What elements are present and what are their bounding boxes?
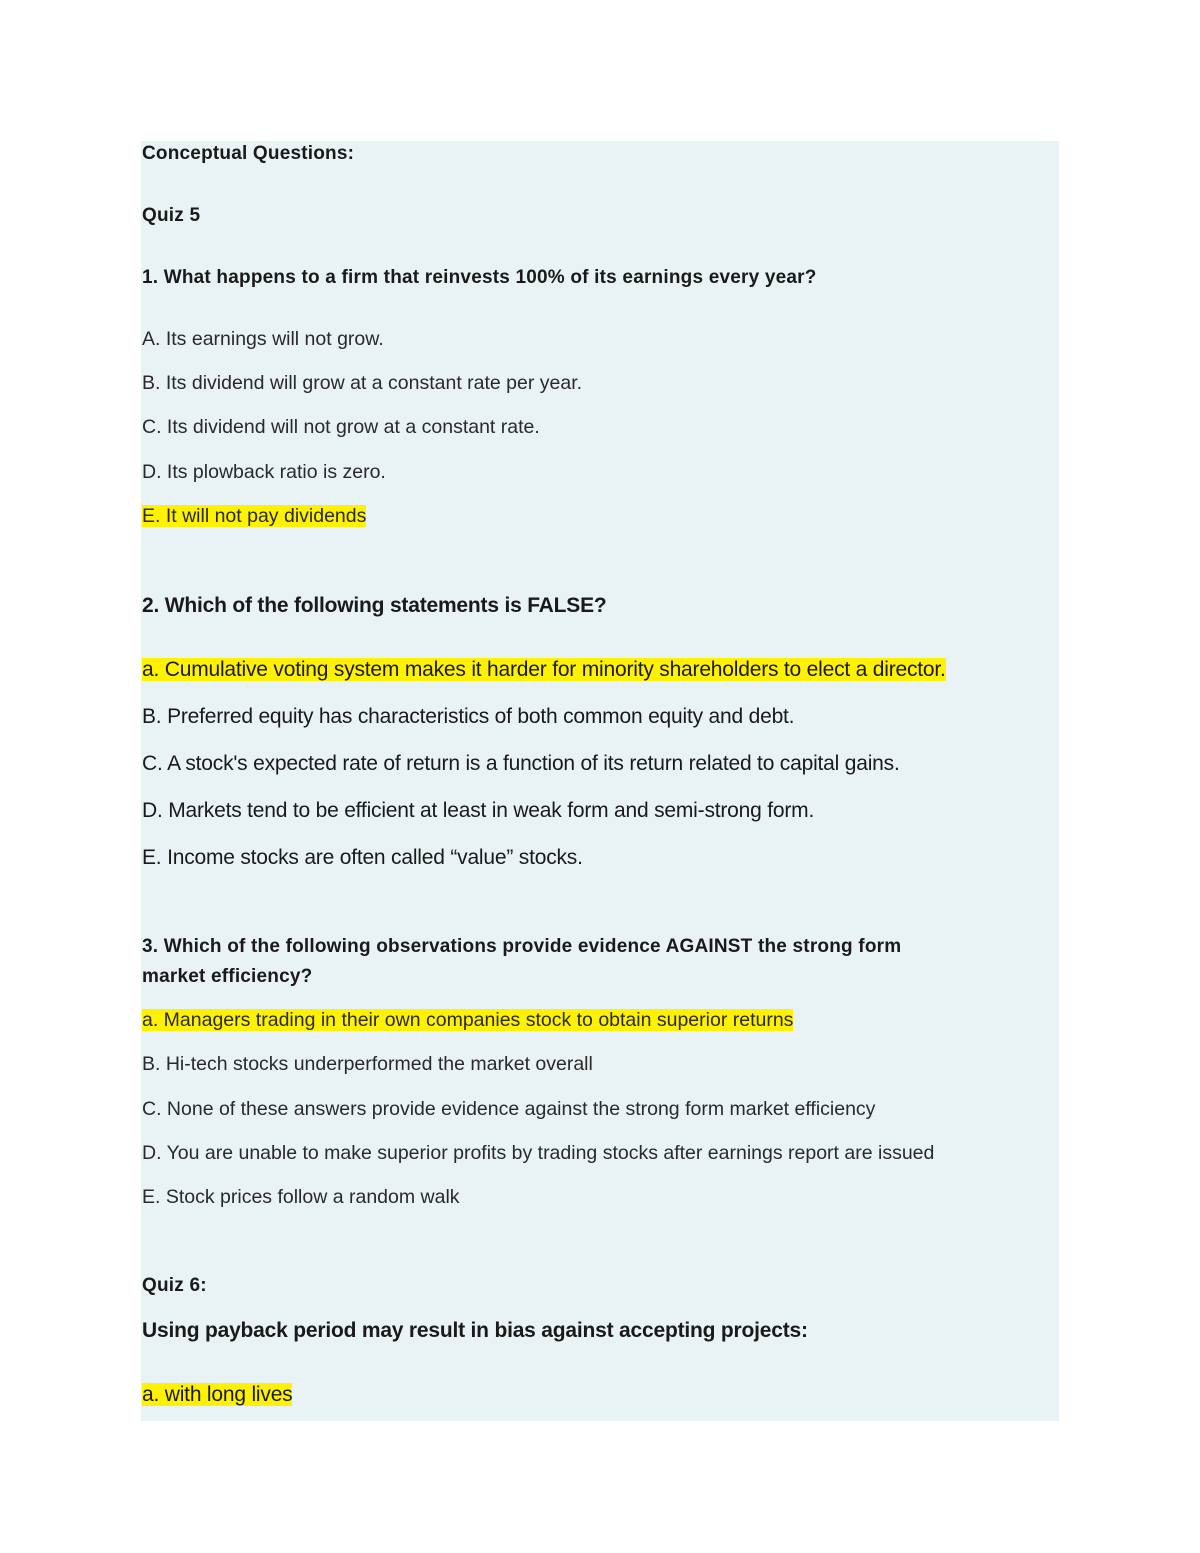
q1-option-a: A. Its earnings will not grow. (142, 328, 384, 350)
q1-option-e-highlighted: E. It will not pay dividends (142, 505, 367, 527)
quiz6-question: Using payback period may result in bias against accepting projects: (142, 1319, 808, 1342)
q3-option-e: E. Stock prices follow a random walk (142, 1186, 460, 1208)
q1-option-c: C. Its dividend will not grow at a constant rate. (142, 416, 540, 438)
q3-option-c: C. None of these answers provide evidence against the strong form market efficiency (142, 1098, 876, 1120)
q1-option-b: B. Its dividend will grow at a constant rate per year. (142, 372, 583, 394)
quiz6-option-a-highlighted: a. with long lives (142, 1383, 293, 1406)
q1-question: 1. What happens to a firm that reinvests 100% of its earnings every year? (142, 267, 817, 288)
q2-option-e: E. Income stocks are often called “value” stocks. (142, 846, 583, 869)
quiz6-title: Quiz 6: (142, 1275, 207, 1296)
quiz5-title: Quiz 5 (142, 205, 201, 226)
q3-option-b: B. Hi-tech stocks underperformed the market overall (142, 1053, 593, 1075)
q2-question: 2. Which of the following statements is FALSE? (142, 594, 607, 617)
q3-option-d: D. You are unable to make superior profits by trading stocks after earnings report are issued (142, 1142, 935, 1164)
q2-option-b: B. Preferred equity has characteristics of both common equity and debt. (142, 705, 795, 728)
q1-option-d: D. Its plowback ratio is zero. (142, 461, 386, 483)
q2-option-d: D. Markets tend to be efficient at least in weak form and semi-strong form. (142, 799, 815, 822)
q2-option-a-highlighted: a. Cumulative voting system makes it harder for minority shareholders to elect a director. (142, 658, 946, 681)
document-heading: Conceptual Questions: (142, 143, 355, 164)
q3-question-line2: market efficiency? (142, 966, 313, 987)
q2-option-c: C. A stock's expected rate of return is a function of its return related to capital gains. (142, 752, 900, 775)
q3-option-a-highlighted: a. Managers trading in their own companies stock to obtain superior returns (142, 1009, 794, 1031)
q3-question-line1: 3. Which of the following observations provide evidence AGAINST the strong form (142, 936, 902, 957)
